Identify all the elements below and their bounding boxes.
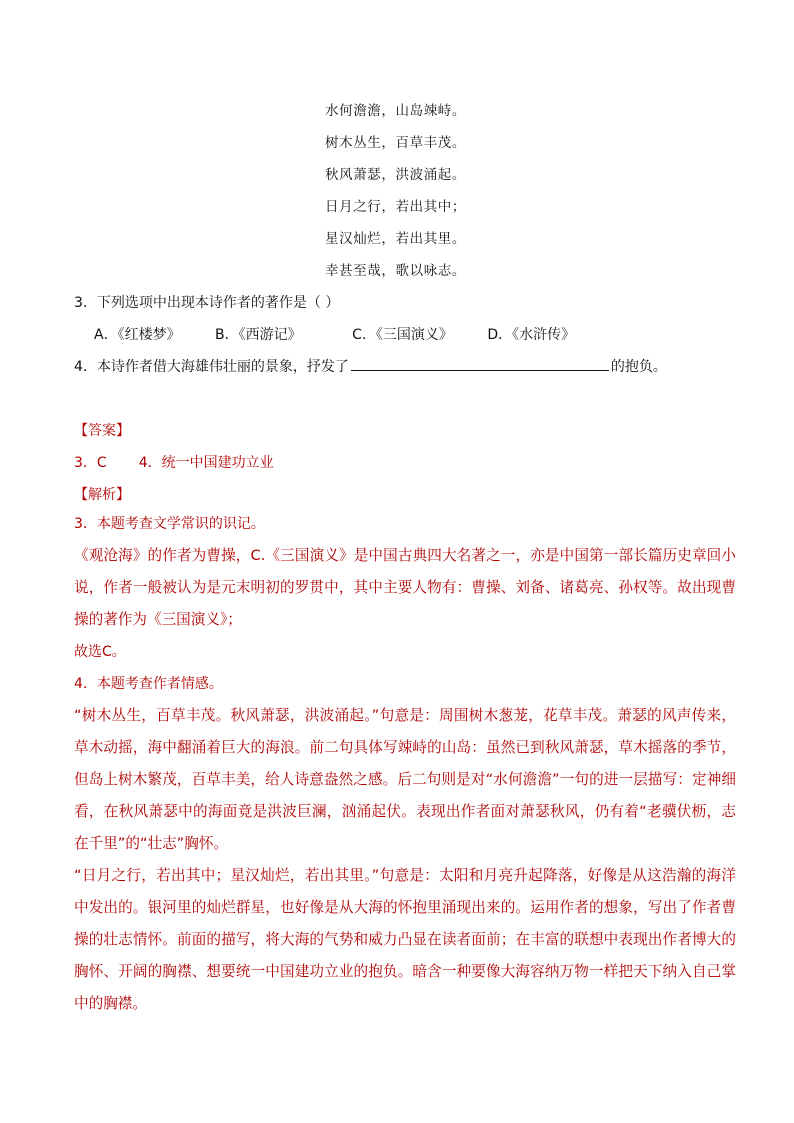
- answer-row: [74, 452, 274, 472]
- option-a: A．《红楼梦》: [94, 327, 181, 343]
- analysis-label: 【解析】: [74, 487, 130, 503]
- answer-3: 3．C: [74, 455, 107, 471]
- answer-blank: [351, 356, 609, 371]
- poem-line: 水何澹澹，山岛竦峙。: [325, 103, 466, 119]
- analysis-3-title: 3．本题考查文学常识的识记。: [74, 516, 265, 532]
- option-c: C．《三国演义》: [352, 327, 453, 343]
- poem: [325, 100, 525, 292]
- question-4-suffix: 的抱负。: [610, 359, 667, 375]
- option-d: D．《水浒传》: [487, 327, 576, 343]
- poem-line: 幸甚至哉，歌以咏志。: [325, 263, 466, 279]
- question-4-text: 4．本诗作者借大海雄伟壮丽的景象，抒发了: [74, 359, 349, 375]
- analysis-3-body: 《观沧海》的作者为曹操，C.《三国演义》是中国古典四大名著之一，亦是中国第一部长篇历史章回小说，作者一般被认为是元末明初的罗贯中，其中主要人物有：曹操、刘备、诸葛亮、孙权等。故出现曹操的著作为《三国演义》；: [74, 547, 736, 628]
- option-b: B．《西游记》: [215, 327, 302, 343]
- analysis-3-selection: 故选C。: [74, 644, 126, 660]
- poem-line: 日月之行，若出其中；: [325, 199, 466, 215]
- answer-4: 4．统一中国建功立业: [138, 455, 274, 471]
- analysis-4-title: 4．本题考查作者情感。: [74, 676, 223, 692]
- analysis-4-paragraph-2: “日月之行，若出其中；星汉灿烂，若出其里。”句意是：太阳和月亮升起降落，好像是从这浩瀚的海洋中发出的。银河里的灿烂群星，也好像是从大海的怀抱里涌现出来的。运用作者的想象，写出了作者曹操的壮志情怀。前面的描写，将大海的气势和威力凸显在读者面前；在丰富的联想中表现出作者博大的胸怀、开阔的胸襟、想要统一中国建功立业的抱负。暗含一种要像大海容纳万物一样把天下纳入自己掌中的胸襟。: [74, 867, 736, 1012]
- question-4: [74, 356, 667, 376]
- poem-line: 树木丛生，百草丰茂。: [325, 135, 466, 151]
- question-3: 3．下列选项中出现本诗作者的著作是（ ）: [74, 295, 340, 311]
- poem-line: 星汉灿烂，若出其里。: [325, 231, 466, 247]
- answer-label: 【答案】: [74, 423, 130, 439]
- poem-line: 秋风萧瑟，洪波涌起。: [325, 167, 466, 183]
- analysis-4-paragraph-1: “树木丛生，百草丰茂。秋风萧瑟，洪波涌起。”句意是：周围树木葱茏，花草丰茂。萧瑟的风声传来，草木动摇，海中翻涌着巨大的海浪。前二句具体写竦峙的山岛：虽然已到秋风萧瑟，草木摇落的季节，但岛上树木繁茂，百草丰美，给人诗意盎然之感。后二句则是对“水何澹澹”一句的进一层描写：定神细看，在秋风萧瑟中的海面竟是洪波巨澜，汹涌起伏。表现出作者面对萧瑟秋风，仍有着“老骥伏枥，志在千里”的“壮志”胸怀。: [74, 707, 736, 852]
- question-3-options: [94, 324, 605, 344]
